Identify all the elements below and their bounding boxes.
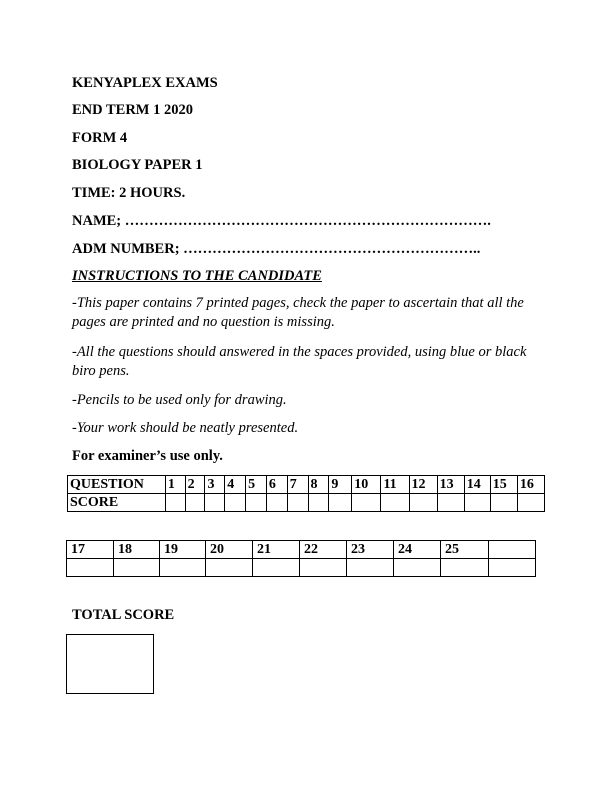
name-field[interactable]: NAME; …………………………………………………………………. (72, 213, 491, 229)
score-cell[interactable] (165, 494, 185, 512)
score-cell[interactable] (464, 494, 490, 512)
question-number: 5 (246, 476, 267, 494)
exam-subject: BIOLOGY PAPER 1 (72, 157, 203, 173)
score-cell[interactable] (308, 494, 329, 512)
question-number: 4 (225, 476, 246, 494)
exam-term: END TERM 1 2020 (72, 102, 193, 118)
question-number: 20 (206, 541, 253, 559)
score-cell[interactable] (352, 494, 381, 512)
question-number: 18 (114, 541, 160, 559)
score-cell[interactable] (329, 494, 352, 512)
question-number: 13 (437, 476, 464, 494)
score-header: SCORE (68, 494, 166, 512)
score-row-2 (67, 559, 536, 577)
question-number: 9 (329, 476, 352, 494)
score-cell[interactable] (489, 559, 536, 577)
score-cell[interactable] (253, 559, 300, 577)
total-score-label: TOTAL SCORE (72, 607, 175, 623)
instructions-heading: INSTRUCTIONS TO THE CANDIDATE (72, 268, 322, 284)
question-number: 14 (464, 476, 490, 494)
question-number: 22 (300, 541, 347, 559)
question-number: 15 (490, 476, 517, 494)
total-score-box[interactable] (66, 634, 154, 694)
instruction-item: -This paper contains 7 printed pages, check the paper to ascertain that all the pages are printed and no question is missing. (72, 295, 524, 330)
exam-series-title: KENYAPLEX EXAMS (72, 75, 218, 91)
score-cell[interactable] (114, 559, 160, 577)
score-cell[interactable] (517, 494, 544, 512)
question-number: 16 (517, 476, 544, 494)
exam-time: TIME: 2 HOURS. (72, 185, 186, 201)
score-cell[interactable] (266, 494, 287, 512)
question-header: QUESTION (68, 476, 166, 494)
score-cell[interactable] (206, 559, 253, 577)
score-cell[interactable] (441, 559, 489, 577)
question-number: 17 (67, 541, 114, 559)
score-cell[interactable] (225, 494, 246, 512)
question-number: 6 (266, 476, 287, 494)
score-cell[interactable] (437, 494, 464, 512)
score-cell[interactable] (287, 494, 308, 512)
question-row (68, 476, 545, 494)
question-number: 7 (287, 476, 308, 494)
score-cell[interactable] (394, 559, 441, 577)
question-number: 11 (381, 476, 409, 494)
question-number: 12 (409, 476, 437, 494)
score-cell[interactable] (490, 494, 517, 512)
score-cell[interactable] (246, 494, 267, 512)
score-cell[interactable] (185, 494, 205, 512)
score-cell[interactable] (300, 559, 347, 577)
examiner-use-label: For examiner’s use only. (72, 448, 223, 464)
instruction-item: -All the questions should answered in the spaces provided, using blue or black biro pens. (72, 344, 527, 379)
score-cell[interactable] (381, 494, 409, 512)
score-table-2 (66, 540, 536, 577)
score-cell[interactable] (67, 559, 114, 577)
question-number: 21 (253, 541, 300, 559)
question-number: 25 (441, 541, 489, 559)
score-cell[interactable] (160, 559, 206, 577)
question-number: 2 (185, 476, 205, 494)
instruction-item: -Pencils to be used only for drawing. (72, 392, 287, 408)
exam-form: FORM 4 (72, 130, 128, 146)
score-table-1 (67, 475, 545, 512)
adm-number-field[interactable]: ADM NUMBER; …………………………………………………….. (72, 241, 481, 257)
score-row (68, 494, 545, 512)
score-cell[interactable] (205, 494, 225, 512)
question-number: 19 (160, 541, 206, 559)
question-number: 23 (347, 541, 394, 559)
question-number (489, 541, 536, 559)
question-number: 3 (205, 476, 225, 494)
question-number: 1 (165, 476, 185, 494)
question-number: 10 (352, 476, 381, 494)
question-row-2 (67, 541, 536, 559)
score-cell[interactable] (347, 559, 394, 577)
instruction-item: -Your work should be neatly presented. (72, 420, 299, 436)
score-cell[interactable] (409, 494, 437, 512)
question-number: 8 (308, 476, 329, 494)
question-number: 24 (394, 541, 441, 559)
